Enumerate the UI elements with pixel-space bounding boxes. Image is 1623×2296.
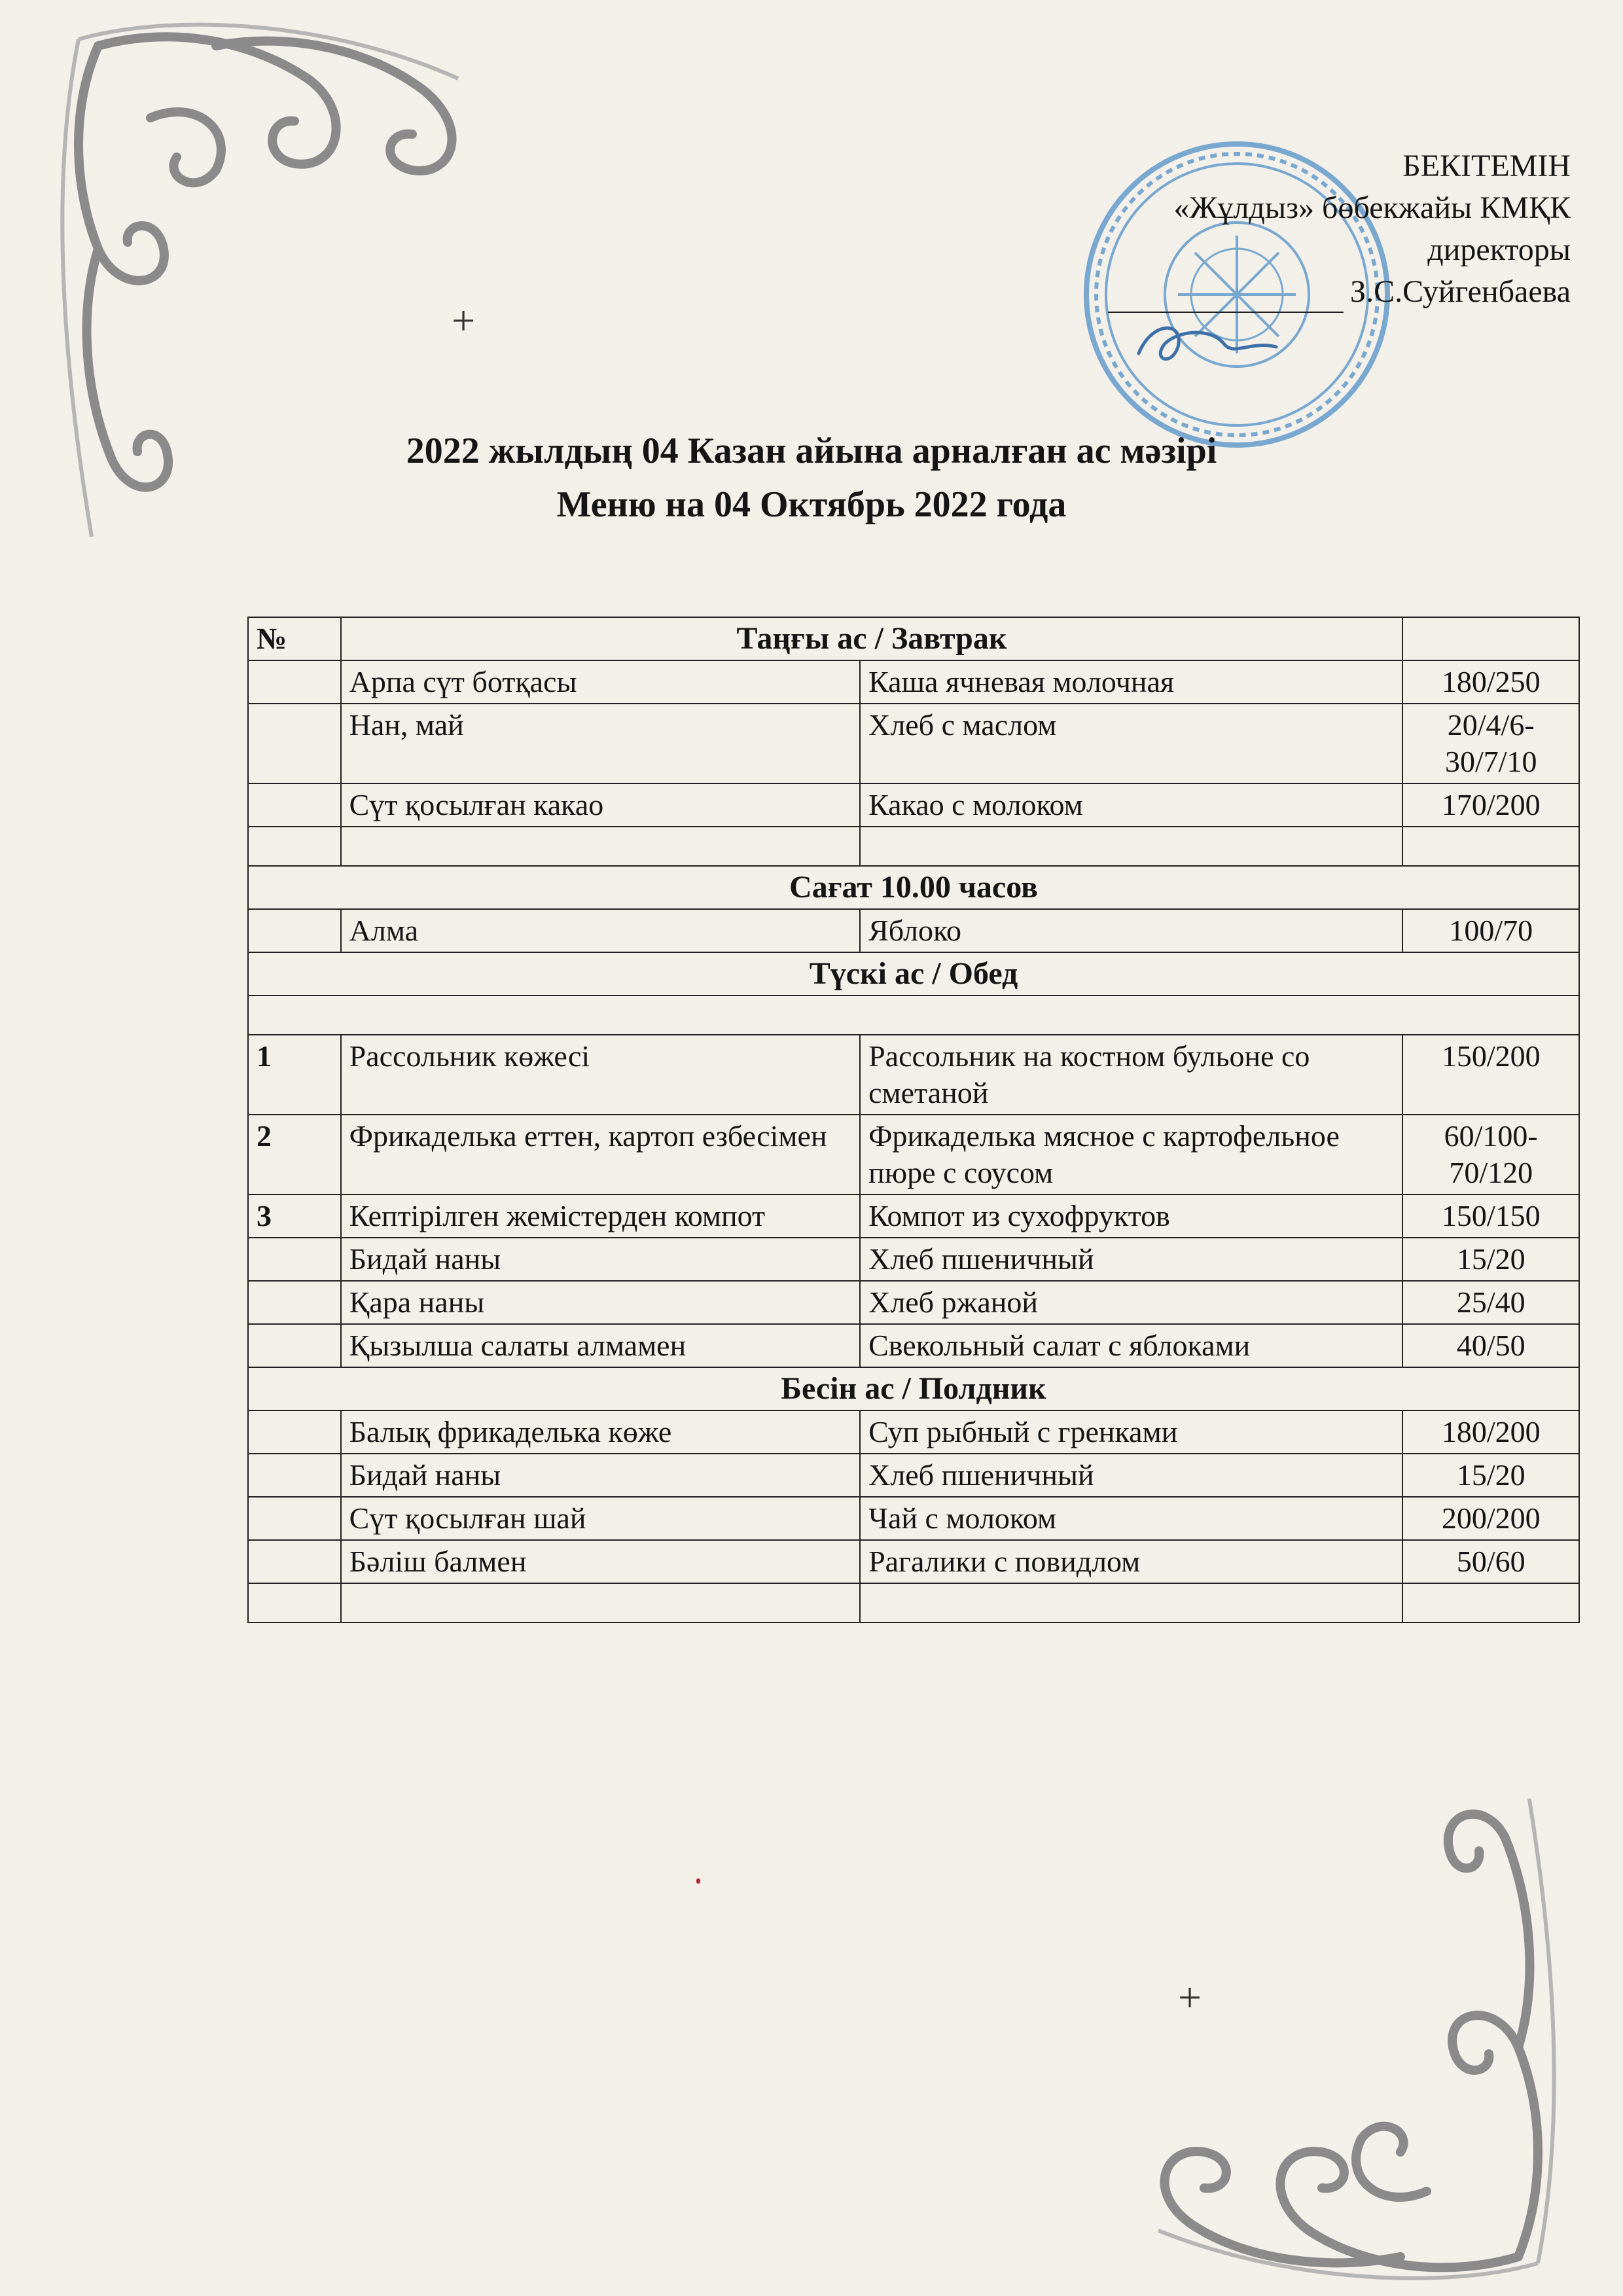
handwritten-signature [1126,314,1283,373]
section-row [248,952,1579,996]
dish-kz: Нан, май [341,704,860,783]
dish-qty: 200/200 [1402,1497,1579,1540]
section-lunch: Түскі ас / Обед [248,952,1579,996]
table-cell [860,1583,1402,1623]
dish-ru: Хлеб пшеничный [860,1454,1402,1497]
dish-ru: Яблоко [860,909,1402,952]
table-row [248,1540,1579,1583]
table-cell [248,1583,341,1623]
approval-signature-line [1108,271,1571,313]
dish-kz: Арпа сүт ботқасы [341,660,860,704]
table-cell [248,783,341,827]
empty-row [248,827,1579,866]
section-snack: Сағат 10.00 часов [248,866,1579,909]
table-row [248,1115,1579,1194]
approval-org: «Жұлдыз» бөбекжайы КМҚК [1173,190,1571,225]
dish-kz: Сүт қосылған шай [341,1497,860,1540]
table-cell [341,1583,860,1623]
table-row [248,1281,1579,1324]
dish-num [248,1281,341,1324]
dish-qty: 40/50 [1402,1324,1579,1367]
dish-qty: 25/40 [1402,1281,1579,1324]
dish-ru: Рассольник на костном бульоне со сметаной [860,1035,1402,1115]
dish-ru: Суп рыбный с гренками [860,1410,1402,1454]
dish-ru: Хлеб ржаной [860,1281,1402,1324]
table-row [248,660,1579,704]
dish-qty: 170/200 [1402,783,1579,827]
dish-qty: 150/150 [1402,1194,1579,1238]
dish-ru: Хлеб пшеничный [860,1238,1402,1281]
table-row [248,1194,1579,1238]
table-cell [248,996,1579,1035]
signature-underline [1108,285,1344,313]
dish-kz: Фрикаделька еттен, картоп езбесімен [341,1115,860,1194]
dish-num: 1 [248,1035,341,1115]
dish-qty: 50/60 [1402,1540,1579,1583]
table-row [248,909,1579,952]
approval-role: директоры [1427,232,1571,267]
table-row [248,783,1579,827]
dish-qty: 15/20 [1402,1454,1579,1497]
dish-qty: 150/200 [1402,1035,1579,1115]
dish-ru: Каша ячневая молочная [860,660,1402,704]
empty-row [248,996,1579,1035]
dish-qty: 180/200 [1402,1410,1579,1454]
crosshair-mark: + [1178,1974,1202,2020]
dish-num: 3 [248,1194,341,1238]
menu-table [247,617,1580,1623]
approval-signer: З.С.Суйгенбаева [1350,274,1571,309]
dish-kz: Балық фрикаделька көже [341,1410,860,1454]
menu-titles [0,424,1623,531]
section-row [248,866,1579,909]
crosshair-mark: + [452,297,476,344]
table-cell [341,827,860,866]
table-cell [1402,617,1579,660]
dish-kz: Алма [341,909,860,952]
table-cell [248,660,341,704]
table-row [248,1454,1579,1497]
corner-ornament-bottom-right [1060,1799,1623,2296]
dish-kz: Рассольник көжесі [341,1035,860,1115]
table-cell [1402,827,1579,866]
dish-kz: Кептірілген жемістерден компот [341,1194,860,1238]
dish-num: 2 [248,1115,341,1194]
dish-kz: Сүт қосылған какао [341,783,860,827]
dish-qty: 100/70 [1402,909,1579,952]
table-header-row [248,617,1579,660]
table-cell [1402,1583,1579,1623]
dish-ru: Компот из сухофруктов [860,1194,1402,1238]
dish-qty: 15/20 [1402,1238,1579,1281]
table-cell [248,1410,341,1454]
table-cell [248,1454,341,1497]
dish-kz: Бидай наны [341,1238,860,1281]
dish-num [248,1238,341,1281]
table-cell [860,827,1402,866]
table-cell [248,909,341,952]
dish-num [248,1324,341,1367]
table-row [248,704,1579,783]
section-breakfast: Таңғы ас / Завтрак [341,617,1403,660]
ink-speck [696,1878,700,1884]
dish-kz: Қызылша салаты алмамен [341,1324,860,1367]
table-row [248,1238,1579,1281]
table-row [248,1324,1579,1367]
dish-ru: Рагалики с повидлом [860,1540,1402,1583]
approval-heading: БЕКІТЕМІН [1402,149,1571,183]
dish-kz: Қара наны [341,1281,860,1324]
dish-qty: 20/4/6-30/7/10 [1402,704,1579,783]
dish-kz: Бәліш балмен [341,1540,860,1583]
num-header: № [248,617,341,660]
table-row [248,1410,1579,1454]
table-row [248,1497,1579,1540]
dish-ru: Свекольный салат с яблоками [860,1324,1402,1367]
table-cell [248,704,341,783]
empty-row [248,1583,1579,1623]
dish-ru: Фрикаделька мясное с картофельное пюре с соусом [860,1115,1402,1194]
title-kz: 2022 жылдың 04 Казан айына арналған ас мәзірі [406,431,1217,471]
table-row [248,1035,1579,1115]
table-cell [248,827,341,866]
dish-ru: Хлеб с маслом [860,704,1402,783]
approval-block [1108,145,1571,313]
dish-qty: 180/250 [1402,660,1579,704]
table-cell [248,1497,341,1540]
section-row [248,1367,1579,1410]
section-afternoon: Бесін ас / Полдник [248,1367,1579,1410]
dish-kz: Бидай наны [341,1454,860,1497]
dish-ru: Какао с молоком [860,783,1402,827]
dish-qty: 60/100-70/120 [1402,1115,1579,1194]
table-cell [248,1540,341,1583]
title-ru: Меню на 04 Октябрь 2022 года [556,484,1067,525]
dish-ru: Чай с молоком [860,1497,1402,1540]
